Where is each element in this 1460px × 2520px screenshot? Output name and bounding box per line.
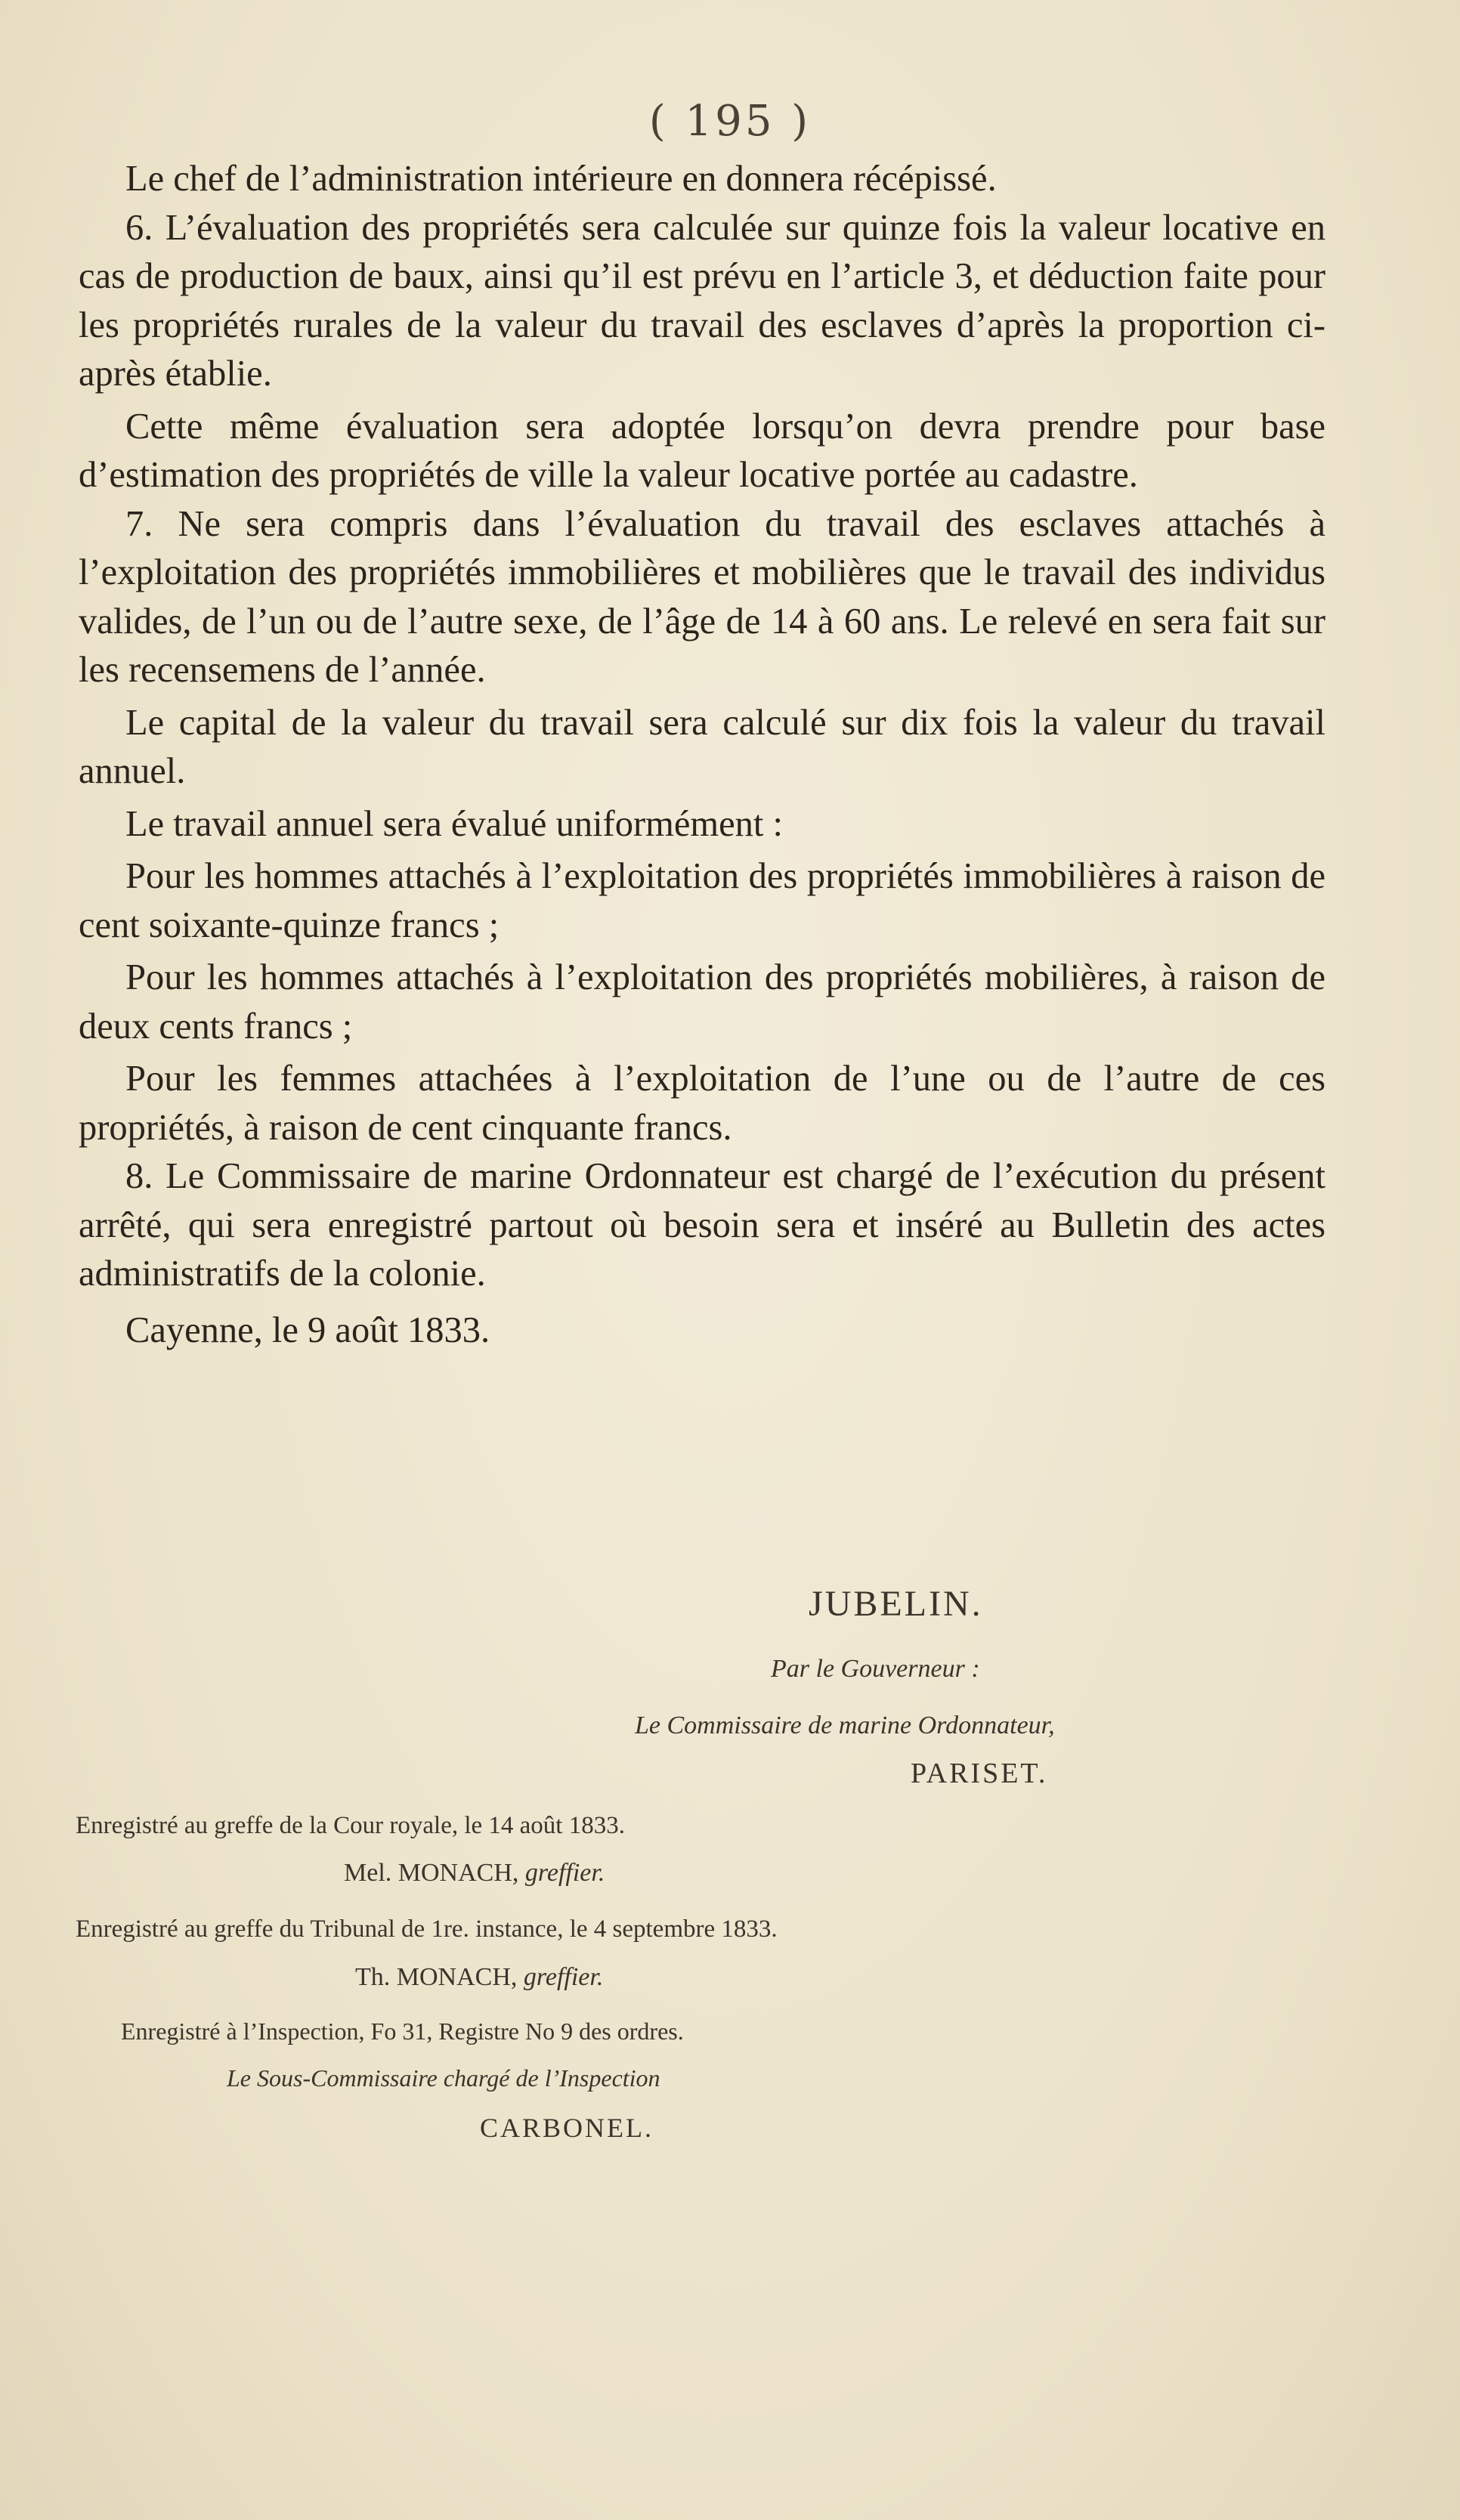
registration-cour-royale: Enregistré au greffe de la Cour royale, le 14 août 1833. — [76, 1812, 625, 1839]
paragraph: Le travail annuel sera évalué uniformément : — [125, 803, 783, 844]
commissaire-title: Le Commissaire de marine Ordonnateur, — [635, 1711, 1055, 1739]
registrar-role: greffier. — [524, 1859, 605, 1887]
par-le-gouverneur: Par le Gouverneur : — [771, 1655, 980, 1683]
governor-signature: JUBELIN. — [809, 1584, 983, 1624]
paragraph-article-6: 6. L’évaluation des propriétés sera calculée sur quinze fois la valeur locative en cas de production de baux, ainsi qu’il est prévu en l’article 3, et déduction faite pour les propriétés rurales de la valeur du travail des esclaves d’après la proportion ci-après établie. — [79, 207, 1325, 394]
paragraph: Cette même évaluation sera adoptée lorsqu’on devra prendre pour base d’estimation des propriétés de ville la valeur locative portée au cadastre. — [79, 406, 1325, 495]
paragraph-article-7: 7. Ne sera compris dans l’évaluation du travail des esclaves attachés à l’exploitation des propriétés immobilières et mobilières que le travail des individus valides, de l’un ou de l’autre sexe, de l’âge de 14 à 60 ans. Le relevé en sera fait sur les recensemens de l’année. — [79, 503, 1325, 690]
paragraph: Le chef de l’administration intérieure en donnera récépissé. — [125, 159, 997, 199]
paragraph: Pour les hommes attachés à l’exploitation des propriétés immobilières à raison de cent soixante-quinze francs ; — [79, 856, 1325, 945]
date-line: Cayenne, le 9 août 1833. — [125, 1309, 490, 1350]
inspection-signature: CARBONEL. — [480, 2113, 654, 2143]
registration-inspection: Enregistré à l’Inspection, Fo 31, Registre No 9 des ordres. — [121, 2018, 684, 2045]
registration-tribunal: Enregistré au greffe du Tribunal de 1re. instance, le 4 septembre 1833. — [76, 1916, 778, 1943]
registrar-name: Th. MONACH, — [355, 1963, 518, 1991]
registrar-name: Mel. MONACH, — [344, 1859, 519, 1887]
registrar-role: greffier. — [523, 1963, 604, 1991]
registration-name — [344, 1859, 605, 1888]
paragraph-article-8: 8. Le Commissaire de marine Ordonnateur est chargé de l’exécution du présent arrêté, qui sera enregistré partout où besoin sera et inséré au Bulletin des actes administratifs de la colonie. — [79, 1156, 1325, 1294]
paragraph: Pour les hommes attachés à l’exploitation des propriétés mobilières, à raison de deux cents francs ; — [79, 957, 1325, 1047]
commissaire-signature: PARISET. — [911, 1758, 1048, 1789]
inspection-title: Le Sous-Commissaire chargé de l’Inspection — [227, 2064, 660, 2092]
body-text — [79, 155, 1325, 1351]
paragraph: Le capital de la valeur du travail sera calculé sur dix fois la valeur du travail annuel. — [79, 702, 1325, 791]
page-number: ( 195 ) — [648, 97, 812, 146]
paragraph: Pour les femmes attachées à l’exploitation de l’une ou de l’autre de ces propriétés, à raison de cent cinquante francs. — [79, 1059, 1325, 1148]
registration-name — [355, 1963, 603, 1992]
